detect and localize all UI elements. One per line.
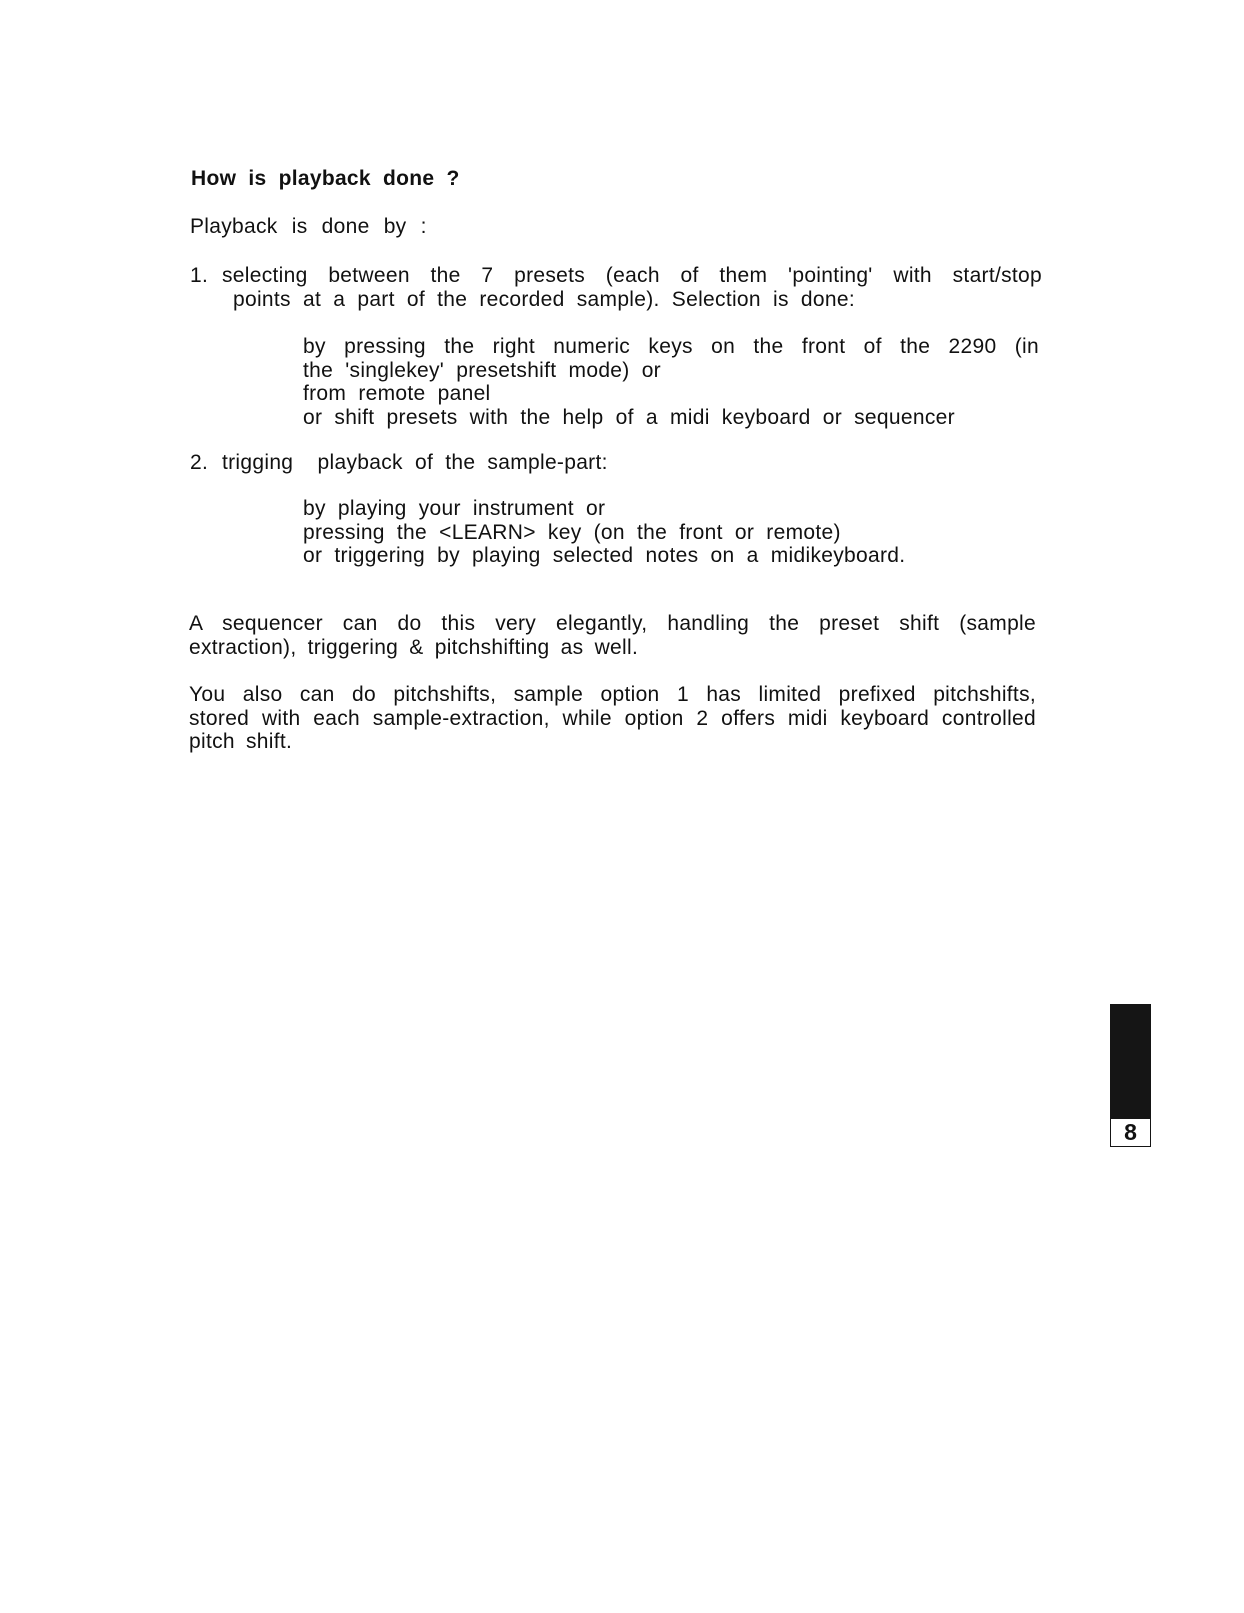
sublist-line: or triggering by playing selected notes on a midikeyboard. [303, 544, 906, 567]
list-item-line: points at a part of the recorded sample). Selection is done: [233, 288, 855, 311]
page-number: 8 [1110, 1118, 1151, 1147]
list-item-text: trigging playback of the sample-part: [222, 451, 608, 474]
sublist-1 [303, 335, 1043, 429]
sublist-2 [303, 497, 1043, 568]
paragraph-sequencer: A sequencer can do this very elegantly, handling the preset shift (sample extraction), triggering & pitchshifting as well. [189, 612, 1036, 659]
chapter-tab-marker [1110, 1004, 1151, 1118]
list-item-text [222, 264, 1042, 312]
sublist-line: by playing your instrument or [303, 497, 606, 520]
sublist-line: from remote panel [303, 382, 491, 405]
sublist-line: by pressing the right numeric keys on the front of the 2290 (in [303, 335, 1039, 358]
list-item-2 [190, 451, 1042, 475]
list-number: 1. [190, 264, 209, 287]
intro-text: Playback is done by : [190, 215, 427, 238]
paragraph-pitchshift: You also can do pitchshifts, sample option 1 has limited prefixed pitchshifts, stored with each sample-extraction, while option 2 offers midi keyboard controlled pitch shift. [189, 683, 1036, 753]
sublist-line: pressing the <LEARN> key (on the front or remote) [303, 520, 841, 544]
list-number: 2. [190, 451, 209, 474]
list-item-line: selecting between the 7 presets (each of them 'pointing' with start/stop [222, 264, 1042, 287]
sublist-line: or shift presets with the help of a midi keyboard or sequencer [303, 405, 955, 429]
section-heading: How is playback done ? [191, 167, 460, 190]
list-item-1 [190, 264, 1042, 312]
sublist-line: the 'singlekey' presetshift mode) or [303, 358, 661, 382]
